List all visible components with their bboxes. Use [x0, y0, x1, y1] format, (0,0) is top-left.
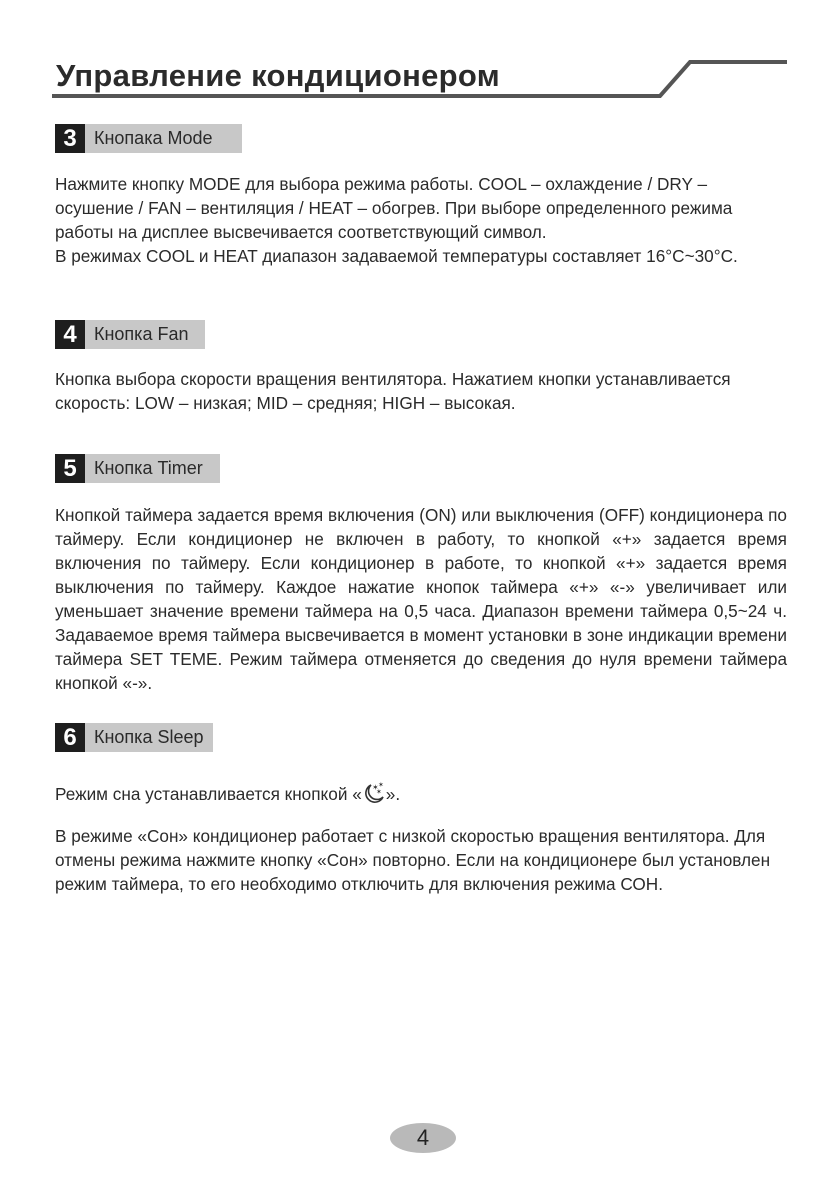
section-header-sleep — [55, 723, 213, 752]
section-number: 3 — [55, 124, 85, 153]
svg-text:✶: ✶ — [377, 781, 384, 789]
section-label: Кнопка Sleep — [94, 727, 204, 747]
section-label: Кнопка Timer — [94, 458, 203, 478]
section-number: 6 — [55, 723, 85, 752]
section-label: Кнопка Fan — [94, 324, 189, 344]
sleep-description: В режиме «Сон» кондиционер работает с низкой скоростью вращения вентилятора. Для отмены режима нажмите кнопку «Сон» повторно. Если на кондиционере был установлен режим таймера, то его необходимо отключить для включения режима СОН. — [55, 826, 771, 894]
page-number: 4 — [390, 1123, 456, 1153]
moon-stars-icon — [362, 780, 386, 804]
mode-description: Нажмите кнопку MODE для выбора режима работы. COOL – охлаждение / DRY – осушение / FAN – вентиляция / HEAT – обогрев. При выборе определенного режима работы на дисплее высвечивается соответствующий символ. — [55, 174, 733, 242]
section-header-fan — [55, 320, 205, 349]
section-header-mode — [55, 124, 242, 153]
timer-description: Кнопкой таймера задается время включения (ON) или выключения (OFF) кондиционера по таймеру. Если кондиционер не включен в работу, то кнопкой «+» задается время включения по таймеру. Если кондиционер в работе, то кнопкой «+» задается время выключения по таймеру. Каждое нажатие кнопок таймера «+» «-» увеличивает или уменьшает значение времени таймера на 0,5 часа. Диапазон времени таймера 0,5~24 ч. Задаваемое время таймера высвечивается в момент установки в зоне индикации времени таймера SET TEME. Режим таймера отменяется до сведения до нуля времени таймера кнопкой «-». — [55, 505, 787, 693]
fan-description: Кнопка выбора скорости вращения вентилятора. Нажатием кнопки устанавливается скорость: LOW – низкая; MID – средняя; HIGH – высокая. — [55, 369, 731, 413]
sleep-line-text: Режим сна устанавливается кнопкой « — [55, 784, 362, 804]
page-title: Управление кондиционером — [56, 58, 500, 93]
sleep-line-text-end: ». — [385, 784, 401, 804]
svg-text:✶: ✶ — [375, 788, 382, 796]
section-number: 4 — [55, 320, 85, 349]
svg-text:✶: ✶ — [371, 783, 379, 792]
section-number: 5 — [55, 454, 85, 483]
mode-temperature-range: В режимах COOL и HEAT диапазон задаваемой температуры составляет 16°C~30°C. — [55, 246, 738, 266]
sleep-set-line — [55, 780, 787, 806]
section-header-timer — [55, 454, 220, 483]
section-label: Кнопака Mode — [94, 128, 213, 148]
